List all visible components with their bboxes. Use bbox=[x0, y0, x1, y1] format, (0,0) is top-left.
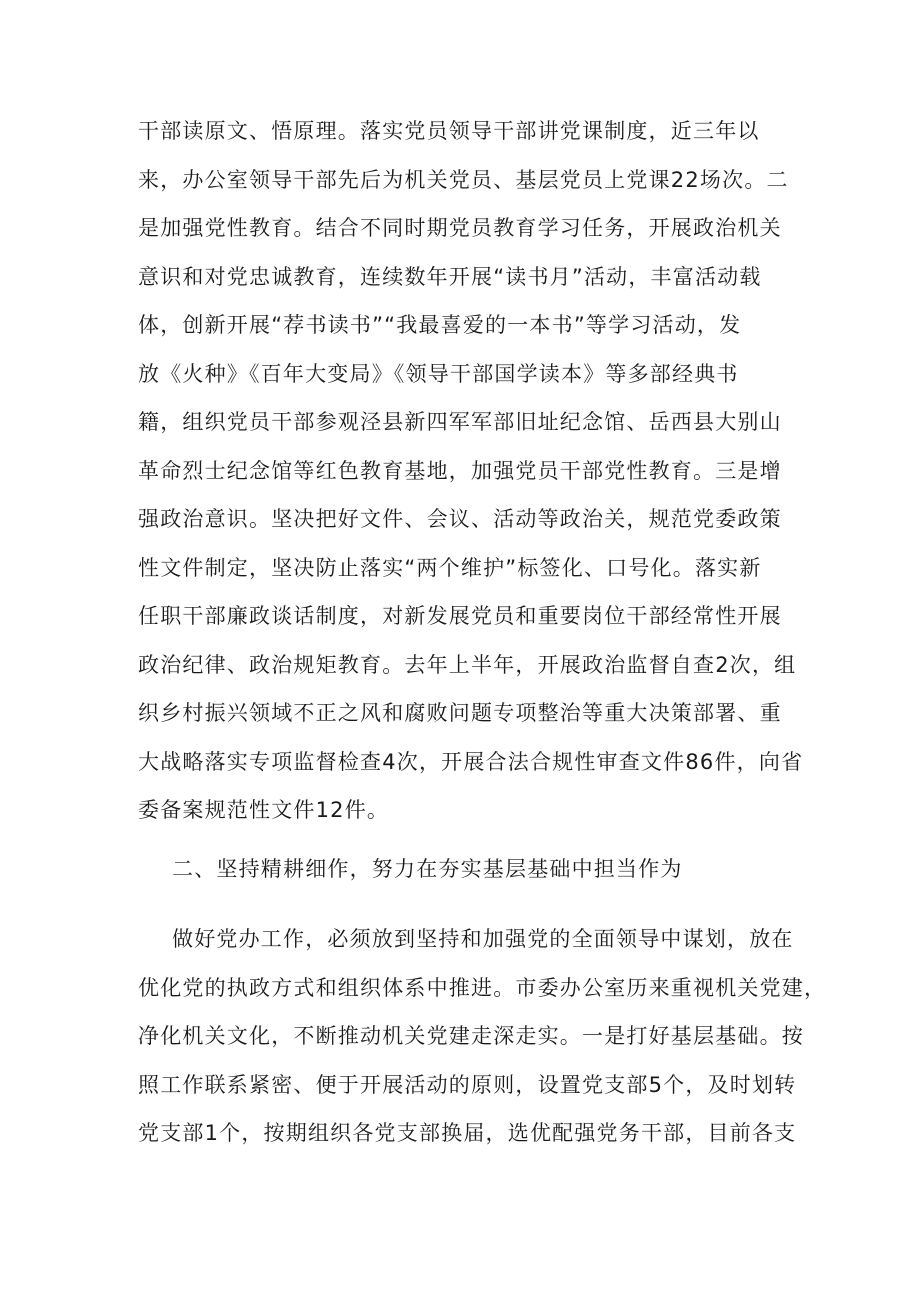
paragraph-1-line-10: 性文件制定，坚决防止落实“两个维护”标签化、口号化。落实新 bbox=[138, 556, 762, 580]
paragraph-2-line-3: 净化机关文化，不断推动机关党建走深走实。一是打好基层基础。按 bbox=[138, 1024, 804, 1048]
paragraph-1-line-2: 来，办公室领导干部先后为机关党员、基层党员上党课22场次。二 bbox=[138, 168, 789, 192]
paragraph-1-line-7: 籍，组织党员干部参观泾县新四军军部旧址纪念馆、岳西县大别山 bbox=[138, 410, 782, 434]
paragraph-1-line-6: 放《火种》《百年大变局》《领导干部国学读本》等多部经典书 bbox=[138, 362, 739, 386]
paragraph-1-line-8: 革命烈士纪念馆等红色教育基地，加强党员干部党性教育。三是增 bbox=[138, 459, 782, 483]
paragraph-2-line-4: 照工作联系紧密、便于开展活动的原则，设置党支部5个，及时划转 bbox=[138, 1073, 797, 1097]
paragraph-1-line-5: 体，创新开展“荐书读书”“我最喜爱的一本书”等学习活动，发 bbox=[138, 313, 742, 337]
section-heading: 二、坚持精耕细作，努力在夯实基层基础中担当作为 bbox=[172, 857, 683, 881]
paragraph-1-line-9: 强政治意识。坚决把好文件、会议、活动等政治关，规范党委政策 bbox=[138, 507, 782, 531]
paragraph-1-line-3: 是加强党性教育。结合不同时期党员教育学习任务，开展政治机关 bbox=[138, 216, 782, 240]
paragraph-1-line-12: 政治纪律、政治规矩教育。去年上半年，开展政治监督自查2次，组 bbox=[138, 653, 797, 677]
paragraph-1-line-1: 干部读原文、悟原理。落实党员领导干部讲党课制度，近三年以 bbox=[138, 119, 760, 143]
paragraph-2-line-5: 党支部1个，按期组织各党支部换届，选优配强党务干部，目前各支 bbox=[138, 1121, 797, 1145]
paragraph-2-line-1: 做好党办工作，必须放到坚持和加强党的全面领导中谋划，放在 bbox=[172, 927, 794, 951]
paragraph-1-line-4: 意识和对党忠诚教育，连续数年开展“读书月”活动，丰富活动载 bbox=[138, 265, 762, 289]
paragraph-1-line-14: 大战略落实专项监督检查4次，开展合法合规性审查文件86件，向省 bbox=[138, 750, 804, 774]
paragraph-1-line-11: 任职干部廉政谈话制度，对新发展党员和重要岗位干部经常性开展 bbox=[138, 604, 782, 628]
paragraph-1-line-15: 委备案规范性文件12件。 bbox=[138, 798, 390, 822]
paragraph-2-line-2: 优化党的执政方式和组织体系中推进。市委办公室历来重视机关党建， bbox=[138, 976, 827, 1000]
paragraph-1-line-13: 织乡村振兴领域不正之风和腐败问题专项整治等重大决策部署、重 bbox=[138, 701, 782, 725]
